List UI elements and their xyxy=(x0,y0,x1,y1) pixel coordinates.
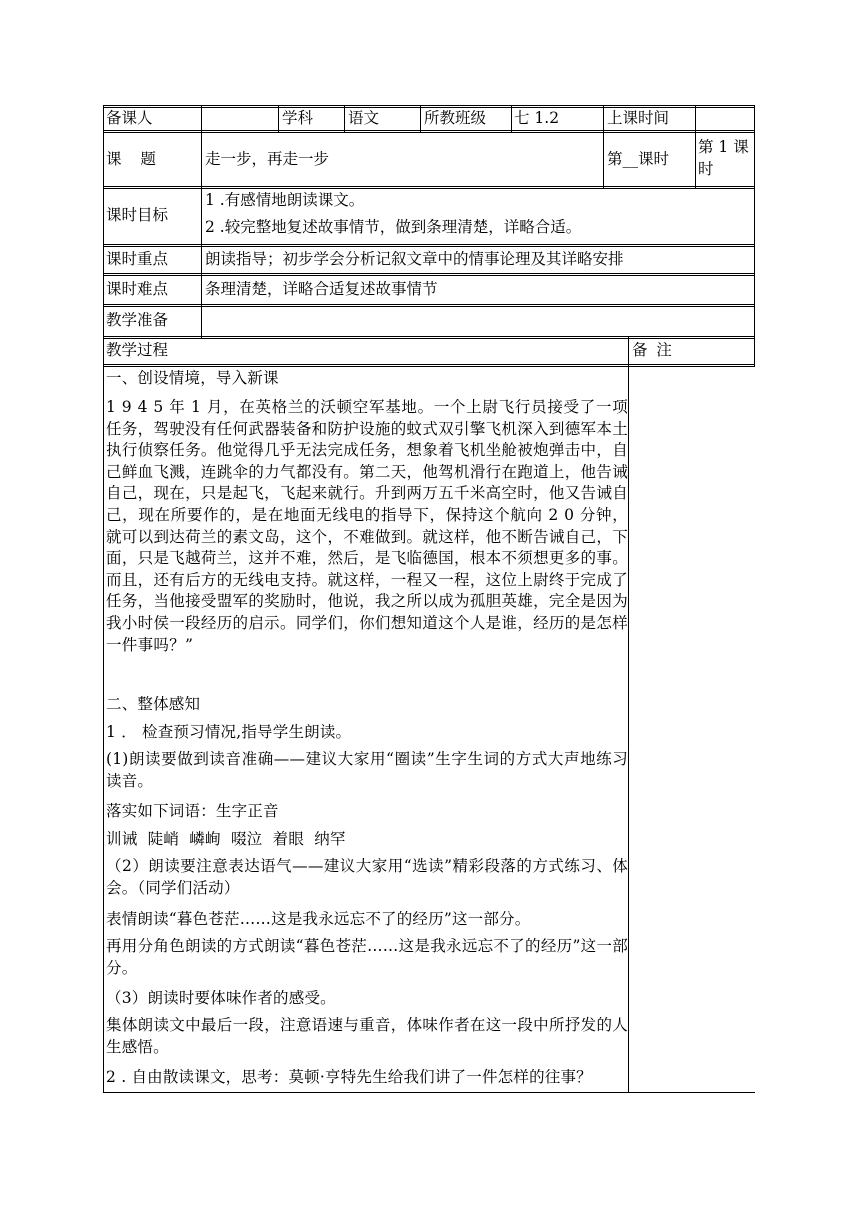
goal-item: 1 .有感情地朗读课文。 xyxy=(205,191,365,209)
table-border xyxy=(103,364,755,365)
subject-value: 语文 xyxy=(348,109,380,127)
goals-label: 课时目标 xyxy=(106,206,169,224)
step-text: 表情朗读“暮色苍茫……这是我永远忘不了的经历”这一部分。 xyxy=(106,910,531,928)
table-border xyxy=(103,366,755,367)
table-border xyxy=(695,105,696,189)
difficulties-text: 条理清楚，详略合适复述故事情节 xyxy=(205,280,438,298)
difficulties-label: 课时难点 xyxy=(106,280,169,298)
section-heading: 二、整体感知 xyxy=(106,695,201,713)
intro-story-paragraph: 1 9 4 5 年 1 月，在英格兰的沃顿空军基地。一个上尉飞行员接受了一项任务，驾驶没有任何武器装备和防护设施的蚊式双引擎飞机深入到德军本土执行侦察任务。他觉得几乎无法完成任务，想象着飞机坐舱被炮弹击中，自己鲜血飞溅，连跳伞的力气都没有。第二天，他驾机滑行在跑道上，他告诫自己，现在，只是起飞，飞起来就行。升到两万五千米高空时，他又告诫自己，现在所要作的，是在地面无线电的指导下，保持这个航向 2 0 分钟，就可以到达荷兰的素文岛，这个，不难做到。就这样，他不断告诫自己，下面，只是飞越荷兰，这并不难，然后，是飞临德国，根本不须想更多的事。而且，还有后方的无线电支持。就这样，一程又一程，这位上尉终于完成了任务，当他接受盟军的奖励时，他说，我之所以成为孤胆英雄，完全是因为我小时侯一段经历的启示。同学们，你们想知道这个人是谁，经历的是怎样一件事吗？” xyxy=(106,398,628,654)
period-label: 第__课时 xyxy=(607,150,670,168)
table-border xyxy=(628,336,629,1093)
section-heading: 一、创设情境，导入新课 xyxy=(106,369,279,387)
table-border xyxy=(103,105,104,1093)
vocabulary-list: 训诫 陡峭 嶙峋 啜泣 着眼 纳罕 xyxy=(106,830,346,848)
table-border xyxy=(603,105,604,189)
table-border xyxy=(278,105,279,132)
class-time-label: 上课时间 xyxy=(607,109,670,127)
table-border xyxy=(420,105,421,132)
table-border xyxy=(754,105,755,367)
step-text: （3）朗读时要体味作者的感受。 xyxy=(106,989,336,1007)
step-text: （2）朗读要注意表达语气——建议大家用“选读”精彩段落的方式练习、体会。（同学们活动） xyxy=(106,857,628,897)
step-text: 2 . 自由散读课文，思考：莫顿·亨特先生给我们讲了一件怎样的往事？ xyxy=(106,1068,592,1086)
class-value: 七 1.2 xyxy=(514,109,560,127)
step-text: 1 ． 检查预习情况,指导学生朗读。 xyxy=(106,723,352,741)
table-border xyxy=(511,105,512,132)
subject-label: 学科 xyxy=(282,109,314,127)
preparer-label: 备课人 xyxy=(106,109,153,127)
period-value: 第 1 课时 xyxy=(698,138,749,178)
table-border xyxy=(201,105,202,338)
step-text: 再用分角色朗读的方式朗读“暮色苍茫……这是我永远忘不了的经历”这一部分。 xyxy=(106,937,628,977)
table-border xyxy=(103,1092,755,1093)
lesson-title: 走一步，再走一步 xyxy=(205,150,330,168)
preparation-label: 教学准备 xyxy=(106,311,169,329)
step-text: 落实如下词语：生字正音 xyxy=(106,802,279,820)
key-points-label: 课时重点 xyxy=(106,250,169,268)
process-label: 教学过程 xyxy=(106,341,169,359)
step-text: (1)朗读要做到读音准确——建议大家用“圈读”生字生词的方式大声地练习读音。 xyxy=(106,750,628,790)
step-text: 集体朗读文中最后一段，注意语速与重音，体味作者在这一段中所抒发的人生感悟。 xyxy=(106,1016,628,1056)
table-border xyxy=(344,105,345,132)
topic-label: 课 题 xyxy=(106,150,156,168)
notes-label: 备 注 xyxy=(632,341,672,359)
class-label: 所教班级 xyxy=(424,109,487,127)
key-points-text: 朗读指导；初步学会分析记叙文章中的情事论理及其详略安排 xyxy=(205,250,624,268)
goal-item: 2 .较完整地复述故事情节，做到条理清楚，详略合适。 xyxy=(205,218,582,236)
table-border xyxy=(103,338,755,339)
